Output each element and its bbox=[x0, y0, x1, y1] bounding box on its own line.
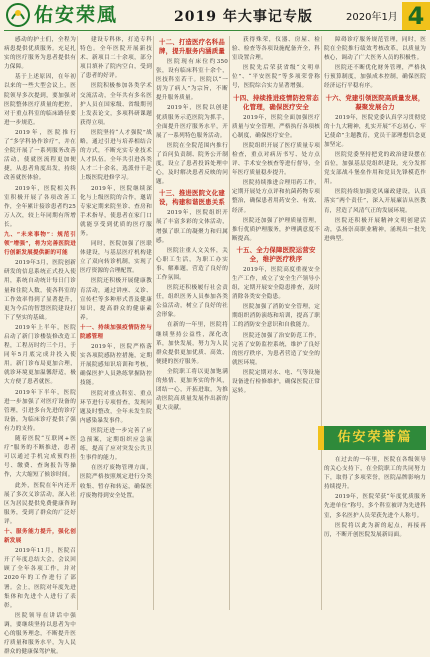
paragraph: 2019年，医院相关科室积极开展了各项改善工作，全年累计接诊患者约25万人次，较上年同期有所增长。 bbox=[4, 185, 76, 228]
section-subheading: 十三、推进医院文化建设，构建和谐医患关系 bbox=[159, 189, 225, 207]
paragraph: 医院还加强了护理质量管理，推行优质护理服务，护理满意度不断提高。 bbox=[232, 217, 320, 242]
page-number-badge: 4 bbox=[402, 2, 430, 30]
section-subheading: 十五、全力保障医院运营安全，维护医疗秩序 bbox=[236, 245, 316, 263]
paragraph: 医院还加强了治安防范工作，完善了安防监控系统，维护了良好的医疗秩序，为患者营造了安全的就医环境。 bbox=[232, 332, 320, 366]
paragraph: 医院加强了消防安全管理，定期组织消防演练和培训，提高了职工的消防安全意识和自救能力。 bbox=[232, 304, 320, 329]
paragraph: 医院持续加强党风廉政建设，认真落实“两个责任”，深入开展廉洁从医教育，营造了风清气正的发展环境。 bbox=[324, 189, 426, 214]
article-column-5 bbox=[324, 36, 426, 422]
paragraph: 2019年，医院高度重视安全生产工作，成立了安全生产领导小组，定期开展安全隐患排查，及时消除各类安全隐患。 bbox=[232, 266, 320, 301]
paragraph: 2019年，医院全面加强医疗质量与安全管理，严格执行各项核心制度，确保医疗安全。 bbox=[232, 114, 320, 139]
honors-article bbox=[324, 456, 426, 614]
paragraph: 感动的护士们，全程为病患提供优质服务。充足扎实的医疗服务为患者提供有力保障。 bbox=[4, 37, 76, 71]
paragraph: 建设专科体，打造专科特色。全年医院开展新技术、新项目二十余项，部分项目填补了院内空白，受到了患者的好评。 bbox=[80, 37, 152, 80]
paragraph: 2019年，医院党委认真学习贯彻党的十九大精神，扎实开展“不忘初心、牢记使命”主题教育，党员干部理想信念更加坚定。 bbox=[324, 114, 426, 148]
paragraph: 医院还进一步完善了应急预案，定期组织应急演练，提高了应对突发公共卫生事件的能力。 bbox=[80, 427, 152, 462]
paragraph: 2019年，医院推行了“多学科协作诊疗”，并在全院开展了一系列服务改善活动，使就医流程更加便捷，从患者角度出发，持续改善就医体验。 bbox=[4, 129, 76, 182]
paragraph: 医院还积极开展精神文明创建活动，弘扬崇高职业精神，涌现出一批先进典型。 bbox=[324, 217, 426, 242]
paper-name: 佑安荣風 bbox=[34, 4, 119, 26]
paragraph: 2019年，医院继续深化与上级医院的合作，邀请专家定期来院坐诊、查房和手术指导，使患者在家门口就能享受到优质的医疗服务。 bbox=[80, 185, 152, 237]
paragraph: 全院职工将以更加饱满的热情、更加务实的作风，团结一心，开拓进取，为推动医院高质量发展作出新的更大贡献。 bbox=[156, 368, 228, 412]
paragraph: 障碍诊疗服务规范管理，同时，医院在全院推行绩效考核改革，以质量为核心，调动了广大医务人员的积极性。 bbox=[324, 37, 426, 62]
paragraph: 医院领导在讲话中强调，要继续坚持以患者为中心的服务理念，不断提升医疗质量和服务水平，为人民群众的健康保驾护航。 bbox=[4, 612, 76, 656]
paragraph: 此外，医院在年内还开展了多次义诊活动，深入社区为居民提供免费健康咨询服务，受到了群众的广泛好评。 bbox=[4, 482, 76, 525]
article-column-4 bbox=[232, 36, 320, 614]
article-column-3 bbox=[156, 36, 228, 614]
column-divider bbox=[153, 36, 154, 610]
section-subheading: 十六、党建引领医院高质量发展，凝聚发展合力 bbox=[325, 93, 425, 111]
paragraph: 在医疗废物管理方面，医院严格按照规定进行分类收集、暂存和转运，确保医疗废物得到安全处置。 bbox=[80, 465, 152, 499]
paragraph: 2019年，医院荣获“年度优质服务先进单位”称号，多个科室被评为先进科室，多名医护人员荣获先进个人称号。 bbox=[324, 494, 426, 519]
paragraph: 基于上述原因，在年初以来的一些大型会议上，医院领导多次提到，要加强对医院整体医疗质量的把控，对于重点科室的临床路径要进一步规范。 bbox=[4, 74, 76, 126]
section-subheading: 十四、持续推进疫情防控常态化管理，确保医疗安全 bbox=[233, 93, 319, 111]
paragraph: 2019年，医院组织开展了丰富多彩的文体活动，增强了职工的凝聚力和归属感。 bbox=[156, 210, 228, 244]
paragraph: 在过去的一年里，医院在各级领导的关心支持下，在全院职工的共同努力下，取得了多项荣誉，医院品牌影响力持续提升。 bbox=[324, 457, 426, 491]
paragraph: 2019年上半年，医院启动了新门诊楼装修改造工程，工程历时约三个月，于同年5月底完成并投入使用。新门诊布局更加合理，就诊环境更加温馨舒适，极大方便了患者就医。 bbox=[4, 324, 76, 386]
article-column-1 bbox=[4, 36, 76, 656]
paragraph: 2019年，医院严格落实各项院感防控措施，定期开展院感知识培训和考核，确保医护人员熟练掌握防控技能。 bbox=[80, 344, 152, 387]
masthead bbox=[4, 2, 426, 31]
paragraph: 2019年3月，医院创新研发的信息系统正式投入使用，系统自动统计每日门诊量和住院人数，使各科室的工作效率得到了显著提升，更为今后的智慧医院建设打下了坚实的基础。 bbox=[4, 260, 76, 321]
column-divider bbox=[77, 36, 78, 610]
column-divider bbox=[321, 36, 322, 610]
paragraph: 2019年11月，医院召开了年度总结大会，会议回顾了全年各项工作，并对2020年的工作进行了部署。会上，医院对年度先进集体和先进个人进行了表彰。 bbox=[4, 548, 76, 609]
paragraph: 医院坚持“人才强院”战略，通过引进与培养相结合的方式，不断充实专业技术人才队伍。全年共引进各类人才二十余名，选派骨干赴上级医院进修学习。 bbox=[80, 129, 152, 182]
section-subheading: 九、“未来事物”：规范引领“增强”，将为完善医院进行创新发展提供新的可能 bbox=[4, 231, 76, 257]
paragraph: 医院将以此为新的起点，再接再厉，不断开创医院发展新局面。 bbox=[324, 522, 426, 538]
section-subheading: 十二、打造医疗名科品牌，提升服务内涵质量 bbox=[159, 38, 225, 55]
paragraph: 医院还积极履行社会责任，组织医务人员参加各类公益活动，树立了良好的社会形象。 bbox=[156, 285, 228, 319]
paragraph: 同时，医院加强了医联体建设，与基层医疗机构建立了双向转诊机制，实现了医疗资源的合理配置。 bbox=[80, 241, 152, 275]
paragraph: 获得殊荣，仪器、房屋、检验、检查等各项设施配备齐全，科室设置合理。 bbox=[232, 37, 320, 62]
paragraph: 医院积极参加各类学术交流活动，全年共有多名医护人员在国家级、省级期刊上发表论文，多项科研课题获得立项。 bbox=[80, 83, 152, 126]
paragraph: 医院对重点科室、重点环节进行专项督查，发现问题及时整改，全年未发生院内感染暴发事件。 bbox=[80, 390, 152, 424]
paragraph: 医院还积极开展健康教育活动，通过讲座、义诊、宣传栏等多种形式普及健康知识，提高群众的健康素养。 bbox=[80, 278, 152, 321]
honors-banner: 佑安荣誉篇 bbox=[324, 426, 426, 450]
paragraph: 医院持续推进合理用药工作，定期开展处方点评和抗菌药物专项整治，确保患者用药安全、有效、经济。 bbox=[232, 180, 320, 214]
paragraph: 医院现有床位约350张，设有临床科室十余个，医技科室若干。医院以“一切为了病人”为宗旨，不断提升服务质量。 bbox=[156, 59, 228, 102]
issue-date: 2020年1月 bbox=[346, 12, 398, 23]
section-subheading: 十一、持续加强疫情防控与院感管理 bbox=[80, 324, 152, 340]
paragraph: 医院在全院范围内推行了首问负责制、院务公开制度，设立了患者投诉处理中心，及时解决患者反映的问题。 bbox=[156, 142, 228, 186]
paragraph: 医院组织开展了医疗质量专项检查，重点对病历书写、处方点评、手术安全核查等进行督导，全年医疗质量稳步提升。 bbox=[232, 142, 320, 177]
paragraph: 医院注重人文关怀，关心职工生活，为职工办实事、解难题，营造了良好的工作氛围。 bbox=[156, 247, 228, 281]
paragraph: 医院党委坚持把党的政治建设摆在首位，加强基层党组织建设，充分发挥党支部战斗堡垒作用和党员先锋模范作用。 bbox=[324, 151, 426, 186]
newspaper-logo-icon bbox=[4, 2, 32, 28]
page-title: 2019 年大事记专版 bbox=[174, 9, 313, 25]
paragraph: 医院定期对水、电、气等设施设备进行检修维护，确保医院正常运转。 bbox=[232, 369, 320, 395]
paragraph: 医院还不断优化财务管理，严格执行预算制度，加强成本控制，确保医院经济运行平稳有序。 bbox=[324, 65, 426, 90]
column-divider bbox=[229, 36, 230, 610]
paragraph: 医院先后荣获省级“文明单位”、“平安医院”等多项荣誉称号，医院综合实力显著增强。 bbox=[232, 65, 320, 90]
paragraph: 2019年，医院以创建优质服务示范医院为抓手，全面提升医疗服务水平，开展了一系列特色服务活动。 bbox=[156, 105, 228, 139]
paragraph: 随着医院“互联网+医疗”服务的不断推进，患者可以通过手机完成预约挂号、缴费、查询报告等操作，大大缩短了候诊时间。 bbox=[4, 436, 76, 479]
paragraph: 在新的一年里，医院将继续坚持公益性，深化改革，加快发展，努力为人民群众提供更加优质、高效、便捷的医疗服务。 bbox=[156, 322, 228, 365]
section-subheading: 十、服务能力提升，强化创新发展 bbox=[4, 528, 76, 545]
article-column-2 bbox=[80, 36, 152, 614]
paragraph: 2019年下半年，医院进一步加强了对医疗设备的管理，引进多台先进的诊疗设备，为临床诊疗提供了强有力的支持。 bbox=[4, 389, 76, 432]
